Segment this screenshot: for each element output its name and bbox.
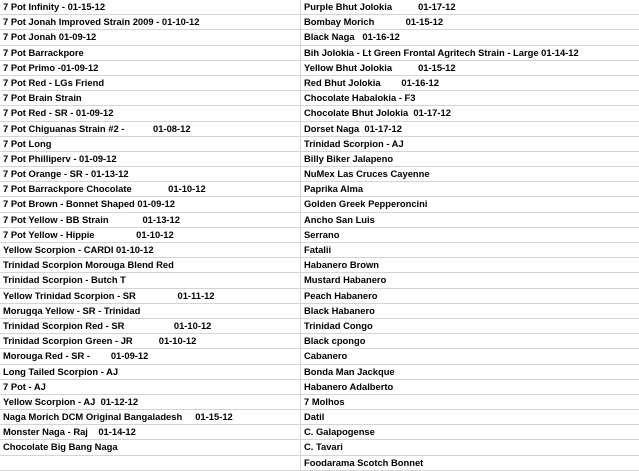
table-cell[interactable]: Yellow Bhut Jolokia 01-15-12	[301, 61, 639, 76]
table-cell[interactable]: Trinidad Scorpion - AJ	[301, 137, 639, 152]
table-cell[interactable]: Serrano	[301, 228, 639, 243]
table-cell[interactable]: Habanero Adalberto	[301, 380, 639, 395]
table-cell[interactable]: Red Bhut Jolokia 01-16-12	[301, 76, 639, 91]
table-cell[interactable]: Dorset Naga 01-17-12	[301, 122, 639, 137]
table-cell[interactable]: Black Naga 01-16-12	[301, 30, 639, 45]
table-cell[interactable]: 7 Pot Primo -01-09-12	[0, 61, 300, 76]
table-cell[interactable]: Black Habanero	[301, 304, 639, 319]
table-cell[interactable]: 7 Pot Red - LGs Friend	[0, 76, 300, 91]
table-cell[interactable]: 7 Pot Chiguanas Strain #2 - 01-08-12	[0, 122, 300, 137]
table-cell[interactable]: Fatalii	[301, 243, 639, 258]
table-cell[interactable]: 7 Pot Barrackpore	[0, 46, 300, 61]
table-cell[interactable]: Monster Naga - Raj 01-14-12	[0, 425, 300, 440]
table-cell[interactable]: Peach Habanero	[301, 289, 639, 304]
table-cell[interactable]: 7 Pot Red - SR - 01-09-12	[0, 106, 300, 121]
table-cell[interactable]: Datil	[301, 410, 639, 425]
table-cell[interactable]: 7 Pot Barrackpore Chocolate 01-10-12	[0, 182, 300, 197]
table-cell[interactable]: Bih Jolokia - Lt Green Frontal Agritech Strain - Large 01-14-12	[301, 46, 639, 61]
table-cell[interactable]: Trinidad Scorpion Morouga Blend Red	[0, 258, 300, 273]
table-cell[interactable]: 7 Pot Brain Strain	[0, 91, 300, 106]
table-cell[interactable]: Morugqa Yellow - SR - Trinidad	[0, 304, 300, 319]
table-cell[interactable]: Ancho San Luis	[301, 213, 639, 228]
table-cell[interactable]: 7 Pot Brown - Bonnet Shaped 01-09-12	[0, 197, 300, 212]
table-cell[interactable]: Habanero Brown	[301, 258, 639, 273]
table-cell[interactable]: 7 Pot Philliperv - 01-09-12	[0, 152, 300, 167]
table-cell[interactable]: Yellow Scorpion - CARDI 01-10-12	[0, 243, 300, 258]
table-cell[interactable]: Chocolate Habalokia - F3	[301, 91, 639, 106]
right-column	[301, 0, 639, 471]
table-cell[interactable]: Trinidad Congo	[301, 319, 639, 334]
table-cell[interactable]: 7 Pot Yellow - BB Strain 01-13-12	[0, 213, 300, 228]
table-cell[interactable]: 7 Pot Long	[0, 137, 300, 152]
table-cell[interactable]: 7 Pot Yellow - Hippie 01-10-12	[0, 228, 300, 243]
table-cell[interactable]: 7 Molhos	[301, 395, 639, 410]
table-cell[interactable]: Bonda Man Jackque	[301, 365, 639, 380]
table-cell[interactable]: 7 Pot Infinity - 01-15-12	[0, 0, 300, 15]
table-cell[interactable]: C. Galapogense	[301, 425, 639, 440]
table-cell[interactable]: C. Tavari	[301, 440, 639, 455]
table-cell[interactable]: Naga Morich DCM Original Bangaladesh 01-15-12	[0, 410, 300, 425]
table-cell[interactable]: Yellow Trinidad Scorpion - SR 01-11-12	[0, 289, 300, 304]
table-cell[interactable]: Paprika Alma	[301, 182, 639, 197]
table-cell[interactable]: Trinidad Scorpion Red - SR 01-10-12	[0, 319, 300, 334]
table-cell[interactable]: Chocolate Big Bang Naga	[0, 440, 300, 455]
table-cell[interactable]: Golden Greek Pepperoncini	[301, 197, 639, 212]
table-cell[interactable]: Trinidad Scorpion Green - JR 01-10-12	[0, 334, 300, 349]
table-cell[interactable]: Cabanero	[301, 349, 639, 364]
left-column	[0, 0, 301, 471]
table-cell[interactable]: Yellow Scorpion - AJ 01-12-12	[0, 395, 300, 410]
table-cell[interactable]: Chocolate Bhut Jolokia 01-17-12	[301, 106, 639, 121]
table-cell[interactable]	[0, 456, 300, 471]
table-cell[interactable]: Trinidad Scorpion - Butch T	[0, 273, 300, 288]
table-cell[interactable]: 7 Pot Jonah Improved Strain 2009 - 01-10-12	[0, 15, 300, 30]
table-cell[interactable]: Billy Biker Jalapeno	[301, 152, 639, 167]
table-cell[interactable]: 7 Pot Jonah 01-09-12	[0, 30, 300, 45]
table-cell[interactable]: Bombay Morich 01-15-12	[301, 15, 639, 30]
table-cell[interactable]: Purple Bhut Jolokia 01-17-12	[301, 0, 639, 15]
table-cell[interactable]: Long Tailed Scorpion - AJ	[0, 365, 300, 380]
table-cell[interactable]: Black cpongo	[301, 334, 639, 349]
table-cell[interactable]: NuMex Las Cruces Cayenne	[301, 167, 639, 182]
table-cell[interactable]: Mustard Habanero	[301, 273, 639, 288]
table-cell[interactable]: Foodarama Scotch Bonnet	[301, 456, 639, 471]
table-cell[interactable]: 7 Pot Orange - SR - 01-13-12	[0, 167, 300, 182]
table-cell[interactable]: Morouga Red - SR - 01-09-12	[0, 349, 300, 364]
table-cell[interactable]: 7 Pot - AJ	[0, 380, 300, 395]
